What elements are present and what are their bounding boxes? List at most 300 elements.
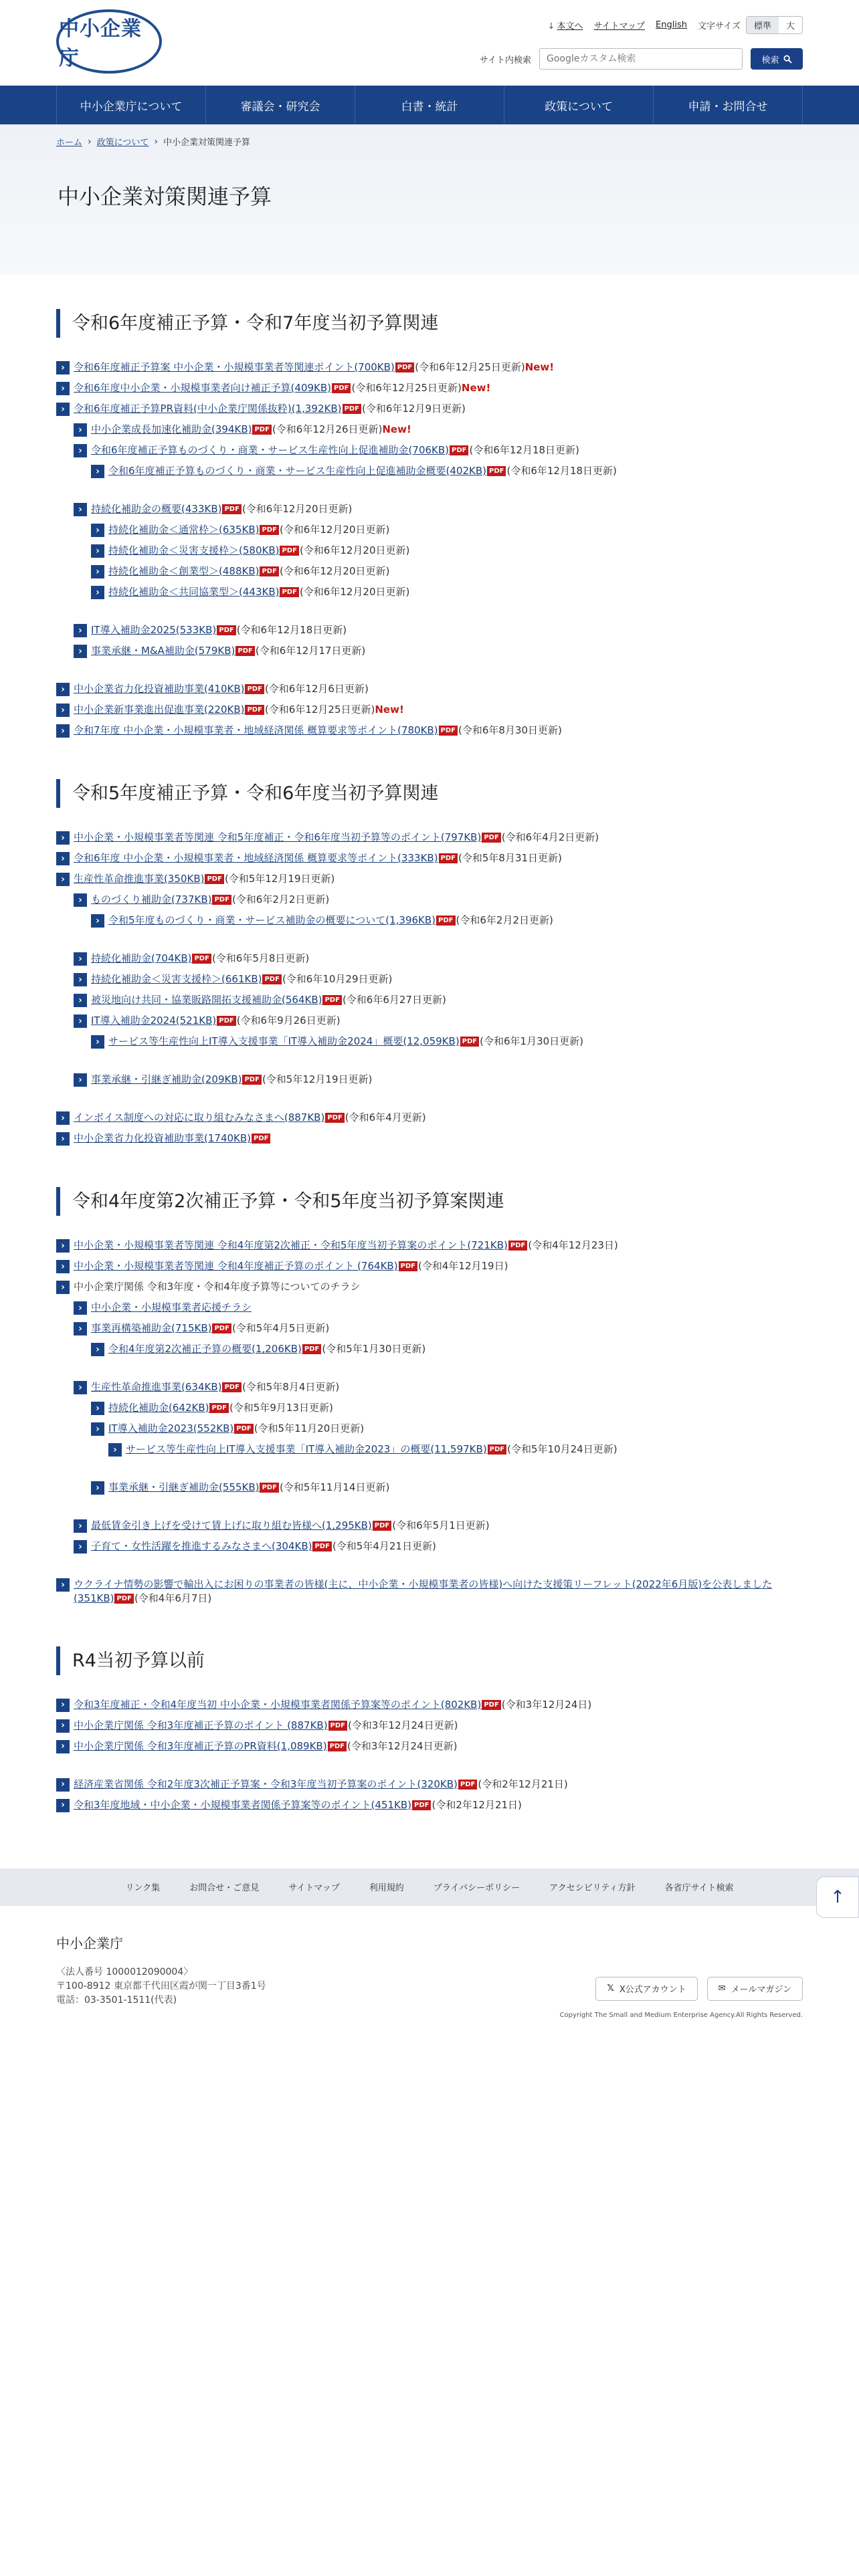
list-item — [56, 360, 803, 374]
list-item — [56, 1280, 803, 1294]
list-item-content — [74, 851, 562, 865]
update-note: (令和6年12月18日更新) — [469, 444, 579, 457]
section-heading: 令和4年度第2次補正予算・令和5年度当初予算案関連 — [56, 1187, 803, 1216]
list-item — [56, 564, 803, 578]
list-item — [56, 1739, 803, 1753]
chevron-right-icon: › — [74, 503, 87, 516]
list-item-content — [91, 993, 446, 1006]
font-size-switcher — [698, 16, 803, 34]
update-note: (令和6年10月29日更新) — [282, 973, 393, 986]
update-note: (令和4年6月7日) — [134, 1592, 212, 1604]
footer-address: 〒100-8912 東京都千代田区霞が関一丁目3番1号 — [56, 1980, 266, 1992]
skip-to-content-link[interactable]: 本文へ — [557, 21, 583, 31]
update-note: (令和6年5月1日更新) — [392, 1519, 490, 1532]
list-item-content — [91, 1321, 329, 1335]
list-spacer — [56, 485, 803, 502]
pdf-icon: PDF — [325, 1113, 344, 1123]
list-item-content — [74, 831, 599, 844]
search-icon — [783, 55, 792, 64]
pdf-icon: PDF — [252, 425, 271, 435]
list-item-content — [91, 1014, 341, 1027]
list-item-content — [91, 893, 329, 906]
chevron-right-icon: › — [91, 1035, 104, 1049]
footer-link-privacy[interactable]: プライバシーポリシー — [433, 1883, 520, 1894]
breadcrumb-home[interactable]: ホーム — [56, 138, 83, 148]
new-badge: New! — [461, 382, 491, 395]
footer-link-sitemap[interactable]: サイトマップ — [288, 1883, 340, 1894]
update-note: (令和6年12月20日更新) — [299, 544, 410, 557]
pdf-icon: PDF — [312, 1541, 331, 1551]
list-item — [56, 1539, 803, 1553]
document-link[interactable]: 持続化補助金(642KB) — [108, 1402, 209, 1414]
pdf-icon: PDF — [439, 726, 458, 736]
footer-link-terms[interactable]: 利用規約 — [369, 1883, 404, 1894]
search-label: サイト内検索 — [479, 55, 531, 66]
document-link[interactable]: 令和6年度補正予算ものづくり・商業・サービス生産性向上促進補助金(706KB) — [91, 444, 450, 457]
pdf-icon: PDF — [328, 1721, 347, 1731]
pdf-icon: PDF — [458, 1780, 477, 1790]
chevron-right-icon: › — [56, 1740, 70, 1753]
list-item — [56, 1698, 803, 1712]
list-item — [56, 1519, 803, 1533]
document-link[interactable]: 生産性革命推進事業(350KB) — [74, 873, 205, 885]
logo-text: 中小企業庁 — [59, 17, 142, 70]
document-link[interactable]: 令和6年度 中小企業・小規模事業者・地域経済関係 概算要求等ポイント(333KB) — [74, 852, 438, 865]
pdf-icon: PDF — [114, 1594, 133, 1604]
document-link[interactable]: IT導入補助金2023(552KB) — [108, 1422, 234, 1435]
pdf-icon: PDF — [439, 853, 458, 863]
breadcrumb-current: 中小企業対策関連予算 — [163, 138, 250, 148]
list-item-content — [91, 623, 347, 637]
pdf-icon: PDF — [399, 1261, 417, 1271]
list-item — [56, 872, 803, 886]
chevron-right-icon: › — [56, 1260, 70, 1273]
document-link[interactable]: 持続化補助金＜通常枠＞(635KB) — [108, 524, 260, 536]
chevron-right-icon: › — [91, 565, 104, 578]
chevron-right-icon: › — [91, 1402, 104, 1415]
update-note: (令和5年11月20日更新) — [254, 1422, 365, 1435]
document-link[interactable]: 中小企業庁関係 令和3年度補正予算のポイント (887KB) — [74, 1719, 328, 1731]
pdf-icon: PDF — [212, 1323, 231, 1333]
update-note: (令和5年9月13日更新) — [229, 1402, 333, 1414]
chevron-right-icon: › — [56, 361, 70, 374]
footer-corp-number: 〈法人番号 1000012090004〉 — [56, 1966, 193, 1977]
document-link[interactable]: 中小企業・小規模事業者応援チラシ — [91, 1301, 252, 1314]
pdf-icon: PDF — [460, 1037, 479, 1047]
footer-link-ministry-search[interactable]: 各省庁サイト検索 — [664, 1883, 734, 1894]
update-note: (令和5年11月14日更新) — [279, 1481, 390, 1494]
list-spacer — [56, 1463, 803, 1481]
document-link[interactable]: 令和6年度補正予算ものづくり・商業・サービス生産性向上促進補助金概要(402KB) — [108, 465, 487, 477]
pdf-icon: PDF — [245, 705, 264, 715]
footer-org-name: 中小企業庁 — [56, 1935, 123, 1951]
list-item — [56, 893, 803, 907]
list-item — [56, 831, 803, 845]
chevron-right-icon: › — [56, 1111, 70, 1125]
list-item — [56, 914, 803, 928]
document-link[interactable]: 生産性革命推進事業(634KB) — [91, 1381, 222, 1394]
list-item — [56, 851, 803, 865]
update-note: (令和2年12月21日) — [478, 1778, 568, 1790]
document-link[interactable]: IT導入補助金2024(521KB) — [91, 1014, 217, 1027]
chevron-right-icon: › — [74, 952, 87, 966]
list-item — [56, 585, 803, 599]
list-item-content — [91, 1073, 372, 1086]
update-note: (令和6年9月26日更新) — [236, 1014, 341, 1027]
pdf-icon: PDF — [212, 895, 231, 905]
update-note: (令和6年12月20日更新) — [279, 565, 390, 578]
document-link[interactable]: 令和3年度地域・中小企業・小規模事業者関係予算案等のポイント(451KB) — [74, 1798, 412, 1811]
update-note: (令和5年1月30日更新) — [322, 1343, 426, 1356]
chevron-right-icon: › — [56, 704, 70, 717]
nav-item-policy[interactable]: 政策について — [504, 86, 654, 124]
document-link[interactable]: 持続化補助金＜創業型＞(488KB) — [108, 565, 260, 578]
list-item-content — [74, 872, 335, 885]
budget-section — [56, 1612, 803, 1812]
pdf-icon: PDF — [482, 833, 500, 843]
list-item — [56, 1442, 803, 1457]
pdf-icon: PDF — [242, 1075, 261, 1085]
pdf-icon: PDF — [343, 404, 361, 414]
chevron-right-icon: › — [154, 136, 158, 147]
list-spacer — [56, 934, 803, 952]
document-link[interactable]: 子育て・女性活躍を推進するみなさまへ(304KB) — [91, 1540, 312, 1553]
list-item-content — [74, 1578, 803, 1605]
list-item — [56, 1798, 803, 1812]
chevron-right-icon: › — [91, 586, 104, 599]
list-item-content — [108, 1035, 583, 1048]
chevron-right-icon: › — [74, 973, 87, 986]
update-note: (令和6年5月8日更新) — [211, 952, 310, 965]
pdf-icon: PDF — [482, 1700, 500, 1710]
update-note: (令和6年12月20日更新) — [279, 524, 390, 536]
chevron-right-icon: › — [74, 645, 87, 658]
chevron-right-icon: › — [56, 1239, 70, 1253]
list-item — [56, 1259, 803, 1273]
footer-nav — [0, 1868, 859, 1906]
chevron-right-icon: › — [74, 994, 87, 1007]
document-link[interactable]: 中小企業・小規模事業者等関連 令和4年度補正予算のポイント (764KB) — [74, 1260, 398, 1273]
list-item-content — [74, 682, 369, 695]
pdf-icon: PDF — [260, 1483, 278, 1493]
list-spacer — [56, 1760, 803, 1778]
list-item-content — [91, 1539, 436, 1553]
chevron-right-icon: › — [74, 1381, 87, 1394]
document-link[interactable]: サービス等生産性向上IT導入支援事業「IT導入補助金2024」概要(12,059KB) — [108, 1035, 460, 1048]
chevron-right-icon: › — [56, 1778, 70, 1792]
list-item-content — [108, 1422, 364, 1435]
document-link[interactable]: 中小企業省力化投資補助事業(1740KB) — [74, 1132, 252, 1145]
new-badge: New! — [382, 423, 411, 436]
chevron-right-icon: › — [91, 544, 104, 558]
list-item-text: 中小企業庁関係 令和3年度・令和4年度予算等についてのチラシ — [74, 1281, 361, 1293]
list-spacer — [56, 665, 803, 682]
footer-phone: 電話：03-3501-1511(代表) — [56, 1994, 177, 2006]
chevron-right-icon: › — [56, 683, 70, 696]
budget-section — [56, 1152, 803, 1605]
pdf-icon: PDF — [280, 546, 298, 556]
chevron-right-icon: › — [56, 403, 70, 416]
document-link[interactable]: 事業承継・引継ぎ補助金(555KB) — [108, 1481, 260, 1494]
update-note: (令和6年6月27日更新) — [342, 994, 446, 1006]
chevron-right-icon: › — [74, 1073, 87, 1087]
list-item-content — [74, 1259, 508, 1273]
list-item — [56, 1239, 803, 1253]
pdf-icon: PDF — [302, 1344, 321, 1354]
document-link[interactable]: 令和7年度 中小企業・小規模事業者・地域経済関係 概算要求等ポイント(780KB) — [74, 724, 438, 737]
arrow-up-icon: ↑ — [830, 1887, 845, 1907]
chevron-right-icon: › — [91, 465, 104, 478]
update-note: (令和6年12月25日更新) — [264, 704, 375, 716]
list-item-content — [91, 644, 365, 657]
update-note: (令和6年2月2日更新) — [456, 914, 553, 927]
chevron-right-icon: › — [56, 1281, 70, 1294]
font-size-standard-button[interactable]: 標準 — [747, 17, 779, 33]
pdf-icon: PDF — [436, 916, 455, 926]
update-note: (令和6年12月20日更新) — [299, 586, 410, 599]
list-item-content — [74, 1798, 522, 1812]
chevron-right-icon: › — [74, 423, 87, 437]
nav-item-councils[interactable]: 審議会・研究会 — [206, 86, 355, 124]
document-link[interactable]: 持続化補助金＜共同協業型＞(443KB) — [108, 586, 280, 599]
update-note: (令和5年10月24日更新) — [507, 1443, 617, 1456]
list-item — [56, 464, 803, 478]
nav-item-about[interactable]: 中小企業庁について — [57, 86, 206, 124]
list-item — [56, 1481, 803, 1495]
nav-item-applications[interactable]: 申請・お問合せ — [654, 86, 803, 124]
pdf-icon: PDF — [245, 684, 264, 694]
list-item — [56, 443, 803, 457]
english-link[interactable]: English — [656, 20, 687, 30]
list-item-content — [74, 1132, 271, 1145]
footer-link-accessibility[interactable]: アクセシビリティ方針 — [549, 1883, 636, 1894]
chevron-right-icon: › — [74, 1322, 87, 1335]
section-heading: R4当初予算以前 — [56, 1646, 803, 1675]
list-spacer — [56, 1363, 803, 1380]
list-item — [56, 1778, 803, 1792]
chevron-right-icon: › — [74, 624, 87, 637]
update-note: (令和5年8月4日更新) — [242, 1381, 340, 1394]
list-item — [56, 1321, 803, 1335]
list-item-content — [108, 464, 617, 477]
document-link[interactable]: ものづくり補助金(737KB) — [91, 893, 212, 906]
document-link[interactable]: 中小企業・小規模事業者等関連 令和4年度第2次補正・令和5年度当初予算案のポイント(721KB) — [74, 1239, 508, 1252]
pdf-icon: PDF — [209, 1403, 228, 1413]
list-spacer — [56, 1560, 803, 1578]
document-link[interactable]: 持続化補助金＜災害支援枠＞(661KB) — [91, 973, 262, 986]
list-item-content — [108, 544, 409, 557]
nav-item-white-paper[interactable]: 白書・統計 — [355, 86, 504, 124]
list-item — [56, 623, 803, 637]
document-link[interactable]: ウクライナ情勢の影響で輸出入にお困りの事業者の皆様(主に、中小企業・小規模事業者の皆様)へ向けた支援策リーフレット(2022年6月版)を公表しました(351KB) — [74, 1578, 773, 1604]
document-link[interactable]: 令和5年度ものづくり・商業・サービス補助金の概要について(1,396KB) — [108, 914, 436, 927]
site-header — [0, 0, 859, 86]
pdf-icon: PDF — [450, 445, 468, 455]
update-note: (令和6年2月2日更新) — [231, 893, 330, 906]
update-note: (令和6年12月17日更新) — [255, 645, 366, 657]
list-item-content — [91, 423, 411, 436]
list-item-content — [74, 703, 404, 716]
breadcrumb — [0, 124, 859, 148]
list-item — [56, 972, 803, 986]
list-item — [56, 402, 803, 416]
update-note: (令和5年12月19日更新) — [262, 1073, 373, 1086]
pdf-icon: PDF — [487, 466, 506, 476]
document-link[interactable]: 令和3年度補正・令和4年度当初 中小企業・小規模事業者関係予算案等のポイント(802KB) — [74, 1698, 482, 1711]
list-item-content — [91, 1301, 252, 1314]
new-badge: New! — [524, 361, 555, 374]
document-link[interactable]: 中小企業・小規模事業者等関連 令和5年度補正・令和6年度当初予算等のポイント(797KB) — [74, 831, 482, 844]
pdf-icon: PDF — [260, 525, 278, 535]
document-link[interactable]: サービス等生産性向上IT導入支援事業「IT導入補助金2023」の概要(11,597KB) — [126, 1443, 487, 1456]
list-item — [56, 724, 803, 738]
footer-link-links[interactable]: リンク集 — [125, 1883, 161, 1894]
x-account-label: X公式アカウント — [619, 1985, 686, 1996]
x-account-button[interactable] — [595, 1977, 697, 2001]
list-item — [56, 423, 803, 437]
pdf-icon: PDF — [322, 995, 341, 1005]
pdf-icon: PDF — [192, 954, 211, 964]
chevron-right-icon: › — [91, 524, 104, 537]
new-badge: New! — [375, 704, 404, 716]
document-link[interactable]: 被災地向け共同・協業販路開拓支援補助金(564KB) — [91, 994, 322, 1006]
document-link[interactable]: 令和6年度補正予算PR資料(中小企業庁関係抜粋)(1,392KB) — [74, 403, 342, 415]
list-item — [56, 1301, 803, 1315]
list-item-content — [91, 502, 352, 516]
document-link[interactable]: 令和6年度中小企業・小規模事業者向け補正予算(409KB) — [74, 382, 332, 395]
main-content — [0, 274, 859, 1812]
chevron-right-icon: › — [74, 1014, 87, 1028]
update-note: (令和5年4月21日更新) — [332, 1540, 436, 1553]
update-note: (令和6年4月2日更新) — [501, 831, 599, 844]
chevron-right-icon: › — [56, 1719, 70, 1733]
update-note: (令和5年12月19日更新) — [224, 873, 335, 885]
list-item-content — [74, 360, 554, 374]
document-link[interactable]: 令和6年度補正予算案 中小企業・小規模事業者等関連ポイント(700KB) — [74, 361, 395, 374]
update-note: (令和6年12月25日更新) — [415, 361, 525, 374]
document-link[interactable]: IT導入補助金2025(533KB) — [91, 624, 217, 637]
page-title: 中小企業対策関連予算 — [58, 184, 272, 209]
pdf-icon: PDF — [222, 504, 241, 514]
chevron-right-icon: › — [56, 1578, 70, 1592]
chevron-right-icon: › — [108, 1443, 122, 1457]
update-note: (令和4年12月23日) — [528, 1239, 618, 1252]
list-item-content — [74, 724, 562, 737]
chevron-right-icon: › — [56, 831, 70, 845]
list-item-content — [74, 1111, 426, 1124]
list-item — [56, 1401, 803, 1415]
document-link[interactable]: 中小企業省力化投資補助事業(410KB) — [74, 683, 245, 695]
update-note: (令和3年12月24日更新) — [347, 1739, 458, 1752]
list-item-content — [91, 1519, 490, 1532]
pdf-icon: PDF — [332, 383, 351, 393]
chevron-right-icon: › — [74, 1519, 87, 1533]
list-item-content — [108, 523, 389, 536]
list-item-content — [74, 1239, 618, 1252]
copyright: Copyright The Small and Medium Enterprise Agency.All Rights Reserved. — [559, 2011, 803, 2019]
document-link[interactable]: 最低賃金引き上げを受けて賃上げに取り組む皆様へ(1,295KB) — [91, 1519, 372, 1532]
update-note: (令和5年4月5日更新) — [231, 1322, 330, 1335]
list-item — [56, 1014, 803, 1028]
list-item-content — [108, 1481, 389, 1494]
document-link[interactable]: 中小企業新事業進出促進事業(220KB) — [74, 704, 245, 716]
pdf-icon: PDF — [260, 566, 278, 576]
list-item-content — [74, 1739, 457, 1753]
list-item — [56, 952, 803, 966]
document-link[interactable]: 中小企業成長加速化補助金(394KB) — [91, 423, 252, 436]
document-link[interactable]: 令和4年度第2次補正予算の概要(1,206KB) — [108, 1343, 302, 1356]
list-item-content — [108, 914, 553, 927]
chevron-right-icon: › — [91, 914, 104, 928]
search-button-label: 検索 — [761, 55, 779, 66]
list-item-content — [74, 1719, 458, 1732]
pdf-icon: PDF — [488, 1444, 506, 1455]
pdf-icon: PDF — [412, 1800, 431, 1810]
chevron-right-icon: › — [91, 1343, 104, 1356]
pdf-icon: PDF — [262, 974, 281, 984]
list-spacer — [56, 606, 803, 623]
site-footer — [0, 1906, 859, 2019]
chevron-right-icon: › — [74, 893, 87, 907]
footer-link-contact[interactable]: お問合せ・ご意見 — [189, 1883, 260, 1894]
pdf-icon: PDF — [508, 1241, 527, 1251]
document-link[interactable]: 事業再構築補助金(715KB) — [91, 1322, 212, 1335]
update-note: (令和6年12月9日更新) — [361, 403, 466, 415]
agency-logo[interactable] — [56, 9, 162, 74]
document-link[interactable]: 持続化補助金(704KB) — [91, 952, 192, 965]
document-link[interactable]: 持続化補助金の概要(433KB) — [91, 503, 222, 516]
chevron-right-icon: › — [56, 1132, 70, 1146]
list-item-content — [108, 1342, 425, 1356]
update-note: (令和3年12月24日更新) — [348, 1719, 458, 1731]
document-link[interactable]: 中小企業庁関係 令和3年度補正予算のPR資料(1,089KB) — [74, 1739, 327, 1752]
document-link[interactable]: 事業承継・M&A補助金(579KB) — [91, 645, 235, 657]
search-button[interactable] — [751, 48, 803, 70]
list-item — [56, 1073, 803, 1087]
site-search — [480, 48, 803, 70]
list-item — [56, 644, 803, 658]
pdf-icon: PDF — [395, 362, 414, 372]
sitemap-link[interactable]: サイトマップ — [593, 21, 646, 31]
chevron-right-icon: › — [56, 852, 70, 865]
pdf-icon: PDF — [222, 1382, 241, 1392]
document-link[interactable]: 事業承継・引継ぎ補助金(209KB) — [91, 1073, 242, 1086]
document-link[interactable]: 持続化補助金＜災害支援枠＞(580KB) — [108, 544, 280, 557]
document-link[interactable]: インボイス制度への対応に取り組むみなさまへ(887KB) — [74, 1111, 325, 1124]
list-item-content — [74, 381, 490, 395]
section-heading: 令和5年度補正予算・令和6年度当初予算関連 — [56, 779, 803, 808]
list-item — [56, 502, 803, 516]
update-note: (令和2年12月21日) — [432, 1798, 522, 1811]
list-item — [56, 1035, 803, 1049]
utility-links — [547, 16, 803, 34]
update-note: (令和6年8月30日更新) — [458, 724, 562, 737]
font-size-large-button[interactable]: 大 — [785, 21, 795, 31]
update-note: (令和6年12月25日更新) — [351, 382, 462, 395]
list-item — [56, 703, 803, 717]
pdf-icon: PDF — [328, 1741, 347, 1751]
search-input[interactable] — [539, 48, 743, 70]
list-spacer — [56, 1093, 803, 1111]
pdf-icon: PDF — [280, 587, 298, 597]
breadcrumb-policy[interactable]: 政策について — [96, 138, 149, 148]
chevron-right-icon: › — [56, 382, 70, 395]
chevron-right-icon: › — [88, 136, 92, 147]
chevron-right-icon: › — [56, 724, 70, 738]
mail-magazine-button[interactable] — [707, 1977, 803, 2001]
document-link[interactable]: 経済産業省関係 令和2年度3次補正予算案・令和3年度当初予算案のポイント(320KB) — [74, 1778, 458, 1790]
pdf-icon: PDF — [217, 1016, 235, 1026]
